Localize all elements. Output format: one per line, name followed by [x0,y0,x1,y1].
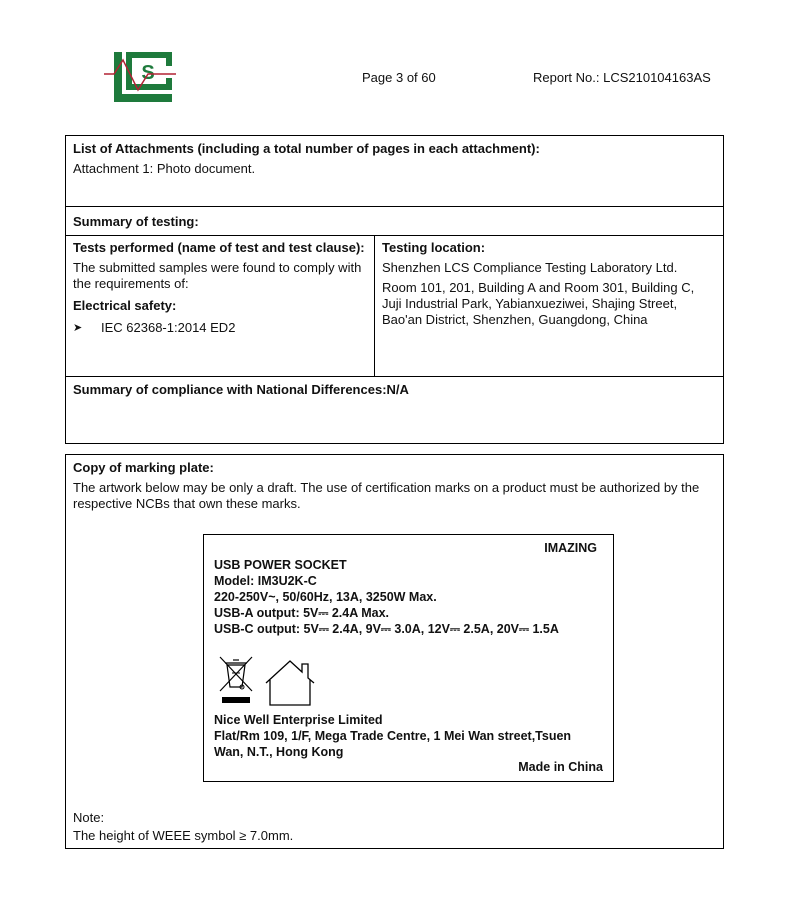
country-of-origin: Made in China [518,760,603,774]
national-differences-section [66,377,723,443]
rating-lines [214,557,559,637]
standard-list-item [73,320,367,335]
testing-lab-address: Room 101, 201, Building A and Room 301, Building C, Juji Industrial Park, Yabianxueziwei, Shajing Street, Bao'an District, Shenzhen, Guangdong, China [382,280,695,327]
marking-plate-artwork [203,534,614,782]
input-rating: 220-250V~, 50/60Hz, 13A, 3250W Max. [214,590,437,604]
note-text: The height of WEEE symbol ≥ 7.0mm. [73,828,294,843]
indoor-use-house-icon [266,661,314,705]
arrowhead-bullet-icon: ➤ [73,322,83,334]
attachments-heading: List of Attachments (including a total number of pages in each attachment): [73,141,540,156]
usb-c-rating: USB-C output: 5V⎓ 2.4A, 9V⎓ 3.0A, 12V⎓ 2.5A, 20V⎓ 1.5A [214,622,559,636]
attachments-section [66,136,723,207]
attachment-item: Attachment 1: Photo document. [73,161,256,176]
note-block [73,809,293,845]
weee-crossed-bin-icon [220,657,252,703]
tests-performed-heading: Tests performed (name of test and test clause): [73,240,365,255]
lcs-logo [104,50,176,104]
report-number: Report No.: LCS210104163AS [533,70,711,85]
note-label: Note: [73,810,105,825]
tests-performed-intro: The submitted samples were found to comply with the requirements of: [73,260,362,291]
model-number: Model: IM3U2K-C [214,574,317,588]
brand-name: IMAZING [544,541,597,555]
manufacturer-address-line: Flat/Rm 109, 1/F, Mega Trade Centre, 1 Mei Wan street,Tsuen [214,729,572,743]
page-number: Page 3 of 60 [362,70,436,85]
national-differences-text: Summary of compliance with National Differences:N/A [73,382,409,397]
product-name: USB POWER SOCKET [214,558,347,572]
testing-location-cell [375,236,723,376]
manufacturer-address-line: Wan, N.T., Hong Kong [214,745,344,759]
manufacturer-block [214,712,571,760]
marking-plate-disclaimer: The artwork below may be only a draft. The use of certification marks on a product must be authorized by the respective NCBs that own these marks. [73,480,700,511]
manufacturer-name: Nice Well Enterprise Limited [214,713,383,727]
testing-lab-name: Shenzhen LCS Compliance Testing Laboratory Ltd. [382,260,678,275]
marking-plate-section [65,454,724,849]
summary-testing-heading: Summary of testing: [73,214,199,229]
usb-a-rating: USB-A output: 5V⎓ 2.4A Max. [214,606,390,620]
tests-performed-cell [66,236,375,376]
test-category: Electrical safety: [73,298,177,313]
tests-section [66,236,723,377]
standard-name: IEC 62368-1:2014 ED2 [101,320,236,335]
svg-text:S: S [141,62,155,84]
testing-location-heading: Testing location: [382,240,486,255]
plate-symbols [218,655,328,709]
marking-plate-heading: Copy of marking plate: [73,460,214,475]
summary-testing-section [66,207,723,236]
summary-table [65,135,724,444]
